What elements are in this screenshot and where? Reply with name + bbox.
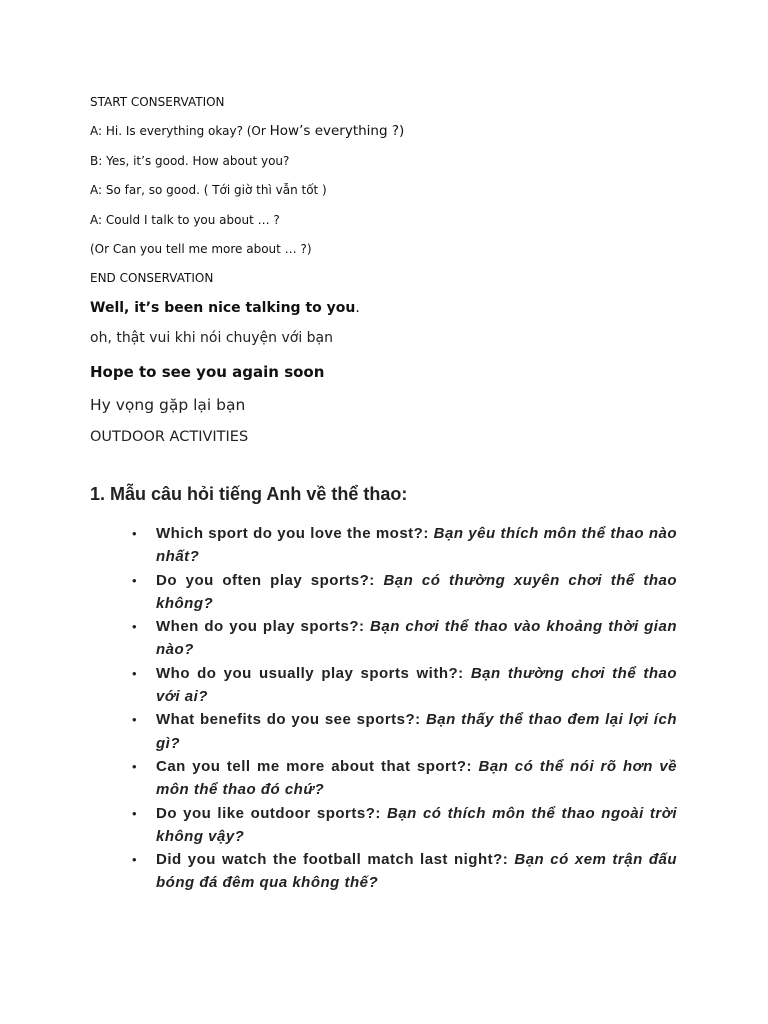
question-vietnamese: Bạn có xem trận đấu bóng đá đêm qua không thế? bbox=[156, 851, 678, 892]
list-item bbox=[132, 569, 677, 616]
question-list bbox=[132, 522, 677, 895]
question-vietnamese: Bạn thường chơi thể thao với ai? bbox=[156, 664, 677, 706]
list-item bbox=[132, 708, 677, 755]
question-vietnamese: Bạn có thể nói rõ hơn về môn thể thao đó chứ? bbox=[156, 757, 677, 799]
closing-phrase-1-text: Well, it’s been nice talking to you bbox=[90, 300, 356, 316]
closing-phrase-2: Hope to see you again soon bbox=[90, 363, 325, 381]
question-english: Which sport do you love the most?: bbox=[156, 525, 429, 542]
question-english: Do you often play sports?: bbox=[156, 571, 375, 589]
question-vietnamese: Bạn yêu thích môn thể thao nào nhất? bbox=[156, 525, 678, 566]
list-item bbox=[132, 802, 677, 849]
end-conversation-heading: END CONSERVATION bbox=[90, 271, 214, 285]
bullet-icon: • bbox=[132, 758, 138, 774]
closing-phrase-1-translation: oh, thật vui khi nói chuyện với bạn bbox=[90, 330, 334, 346]
closing-phrase-1-period: . bbox=[355, 300, 360, 316]
question-english: Who do you usually play sports with?: bbox=[156, 664, 464, 682]
bullet-icon: • bbox=[132, 526, 138, 541]
dialog-line-a3: A: Could I talk to you about … ? bbox=[90, 213, 280, 227]
bullet-icon: • bbox=[132, 619, 138, 635]
question-vietnamese: Bạn có thường xuyên chơi thể thao không? bbox=[156, 571, 677, 612]
outdoor-activities-heading: OUTDOOR ACTIVITIES bbox=[90, 429, 249, 445]
question-vietnamese: Bạn chơi thể thao vào khoảng thời gian nào? bbox=[156, 618, 677, 659]
dialog-line-a3-alt: (Or Can you tell me more about … ?) bbox=[90, 242, 312, 256]
dialog-line-a1-main: A: Hi. Is everything okay? (Or bbox=[90, 124, 270, 138]
bullet-icon: • bbox=[132, 572, 138, 588]
question-vietnamese: Bạn thấy thể thao đem lại lợi ích gì? bbox=[156, 711, 677, 752]
question-english: When do you play sports?: bbox=[156, 618, 365, 636]
dialog-line-a2: A: So far, so good. ( Tới giờ thì vẫn tốt ) bbox=[90, 183, 327, 197]
question-english: Did you watch the football match last night?: bbox=[156, 851, 509, 869]
question-vietnamese: Bạn có thích môn thể thao ngoài trời không vậy? bbox=[156, 804, 677, 845]
closing-phrase-2-translation: Hy vọng gặp lại bạn bbox=[90, 396, 246, 414]
question-english: Do you like outdoor sports?: bbox=[156, 804, 381, 822]
dialog-line-a1-alt: How’s everything ?) bbox=[269, 123, 405, 139]
bullet-icon: • bbox=[132, 852, 138, 868]
list-item bbox=[132, 522, 677, 569]
question-english: What benefits do you see sports?: bbox=[156, 711, 421, 729]
question-english: Can you tell me more about that sport?: bbox=[156, 757, 473, 775]
bullet-icon: • bbox=[132, 712, 138, 728]
list-item bbox=[132, 755, 677, 802]
dialog-line-b1: B: Yes, it’s good. How about you? bbox=[90, 154, 290, 168]
list-item bbox=[132, 615, 677, 662]
list-item bbox=[132, 662, 677, 709]
start-conversation-heading: START CONSERVATION bbox=[90, 95, 225, 109]
dialog-line-a1 bbox=[90, 123, 404, 139]
bullet-icon: • bbox=[132, 805, 138, 821]
list-item bbox=[132, 848, 677, 895]
closing-phrase-1 bbox=[90, 300, 360, 316]
section-heading: 1. Mẫu câu hỏi tiếng Anh về thể thao: bbox=[90, 484, 408, 504]
bullet-icon: • bbox=[132, 665, 138, 681]
